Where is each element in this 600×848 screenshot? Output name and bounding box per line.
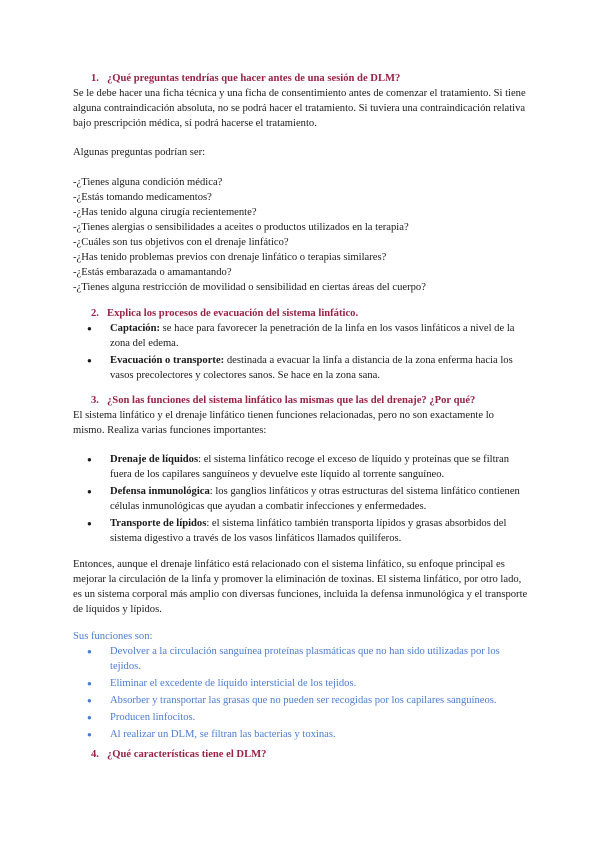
function-item: ● Devolver a la circulación sanguínea proteínas plasmáticas que no han sido utilizadas por los tejidos. bbox=[73, 644, 533, 674]
q3-intro-text: El sistema linfático y el drenaje linfático tienen funciones relacionadas, pero no son exactamente lo mismo. Realiza varias funciones importantes: bbox=[73, 410, 494, 436]
q2-title: Explica los procesos de evacuación del sistema linfático. bbox=[107, 308, 359, 319]
question-item: -¿Has tenido problemas previos con drenaje linfático o terapias similares? bbox=[73, 252, 387, 263]
q3-title: ¿Son las funciones del sistema linfático las mismas que las del drenaje? ¿Por qué? bbox=[107, 395, 476, 406]
list-item bbox=[73, 484, 533, 514]
function-item: ● Al realizar un DLM, se filtran las bacterias y toxinas. bbox=[73, 727, 533, 742]
list-item bbox=[73, 452, 533, 482]
q1-question-list bbox=[73, 175, 528, 295]
q3-conclusion-text: Entonces, aunque el drenaje linfático está relacionado con el sistema linfático, su enfoque principal es mejorar la circulación de la linfa y promover la eliminación de toxinas. El sistema linfático, por otro lado, es un sistema corporal más amplio con diversas funciones, incluida la defensa inmunológica y el transporte de líquidos y lípidos. bbox=[73, 559, 528, 615]
term: Captación: bbox=[110, 323, 161, 334]
q3-heading bbox=[91, 393, 531, 408]
q1-intro-text: Algunas preguntas podrían ser: bbox=[73, 147, 206, 158]
definition: : los ganglios linfáticos y otras estructuras del sistema linfático contienen células inmunológicas que ayudan a combatir infecciones y enfermedades. bbox=[110, 486, 520, 512]
list-item bbox=[73, 321, 533, 351]
functions-title-text: Sus funciones son: bbox=[73, 631, 153, 642]
definition: se hace para favorecer la penetración de la linfa en los vasos linfáticos a nivel de la zona del edema. bbox=[110, 323, 515, 349]
q3-number: 3. bbox=[91, 395, 99, 406]
question-item: -¿Tienes alguna condición médica? bbox=[73, 177, 223, 188]
function-item: ● Producen linfocitos. bbox=[73, 710, 533, 725]
q1-title: ¿Qué preguntas tendrías que hacer antes de una sesión de DLM? bbox=[107, 73, 401, 84]
term: Evacuación o transporte: bbox=[110, 355, 225, 366]
term: Defensa inmunológica bbox=[110, 486, 210, 497]
q1-answer-text: Se le debe hacer una ficha técnica y una ficha de consentimiento antes de comenzar el tratamiento. Si tiene alguna contraindicación absoluta, no se podrá hacer el tratamiento. Si tuviera una contraindicación relativa bajo prescripción médica, sí podrá hacerse el tratamiento. bbox=[73, 88, 526, 129]
q4-heading bbox=[91, 747, 531, 762]
question-item: -¿Tienes alergias o sensibilidades a aceites o productos utilizados en la terapia? bbox=[73, 222, 409, 233]
definition: destinada a evacuar la linfa a distancia de la zona enferma hacia los vasos precolectores y colectores sanos. Se hace en la zona sana. bbox=[110, 355, 513, 381]
q1-number: 1. bbox=[91, 73, 99, 84]
question-item: -¿Estás embarazada o amamantando? bbox=[73, 267, 232, 278]
q4-number: 4. bbox=[91, 749, 99, 760]
q1-answer bbox=[73, 86, 528, 131]
q3-functions-list bbox=[73, 644, 533, 744]
question-item: -¿Tienes alguna restricción de movilidad o sensibilidad en ciertas áreas del cuerpo? bbox=[73, 282, 426, 293]
q2-list bbox=[73, 321, 533, 385]
list-item bbox=[73, 353, 533, 383]
term: Drenaje de líquidos bbox=[110, 454, 199, 465]
q1-heading bbox=[91, 71, 531, 86]
q3-functions-title bbox=[73, 629, 528, 644]
q2-number: 2. bbox=[91, 308, 99, 319]
definition: : el sistema linfático también transporta lípidos y grasas absorbidos del sistema digestivo a través de los vasos linfáticos llamados quilíferos. bbox=[110, 518, 507, 544]
q3-conclusion bbox=[73, 557, 528, 617]
q1-intro bbox=[73, 145, 528, 160]
term: Transporte de lípidos bbox=[110, 518, 207, 529]
q3-intro bbox=[73, 408, 528, 438]
question-item: -¿Cuáles son tus objetivos con el drenaje linfático? bbox=[73, 237, 289, 248]
definition: : el sistema linfático recoge el exceso de líquido y proteínas que se filtran fuera de los capilares sanguíneos y devuelve este líquido al torrente sanguíneo. bbox=[110, 454, 510, 480]
q2-heading bbox=[91, 306, 531, 321]
q3-list bbox=[73, 452, 533, 548]
q4-title: ¿Qué características tiene el DLM? bbox=[107, 749, 267, 760]
question-item: -¿Has tenido alguna cirugía recientemente? bbox=[73, 207, 257, 218]
list-item bbox=[73, 516, 533, 546]
question-item: -¿Estás tomando medicamentos? bbox=[73, 192, 212, 203]
function-item: ● Eliminar el excedente de líquido intersticial de los tejidos. bbox=[73, 676, 533, 691]
function-item: ● Absorber y transportar las grasas que no pueden ser recogidas por los capilares sanguíneos. bbox=[73, 693, 533, 708]
